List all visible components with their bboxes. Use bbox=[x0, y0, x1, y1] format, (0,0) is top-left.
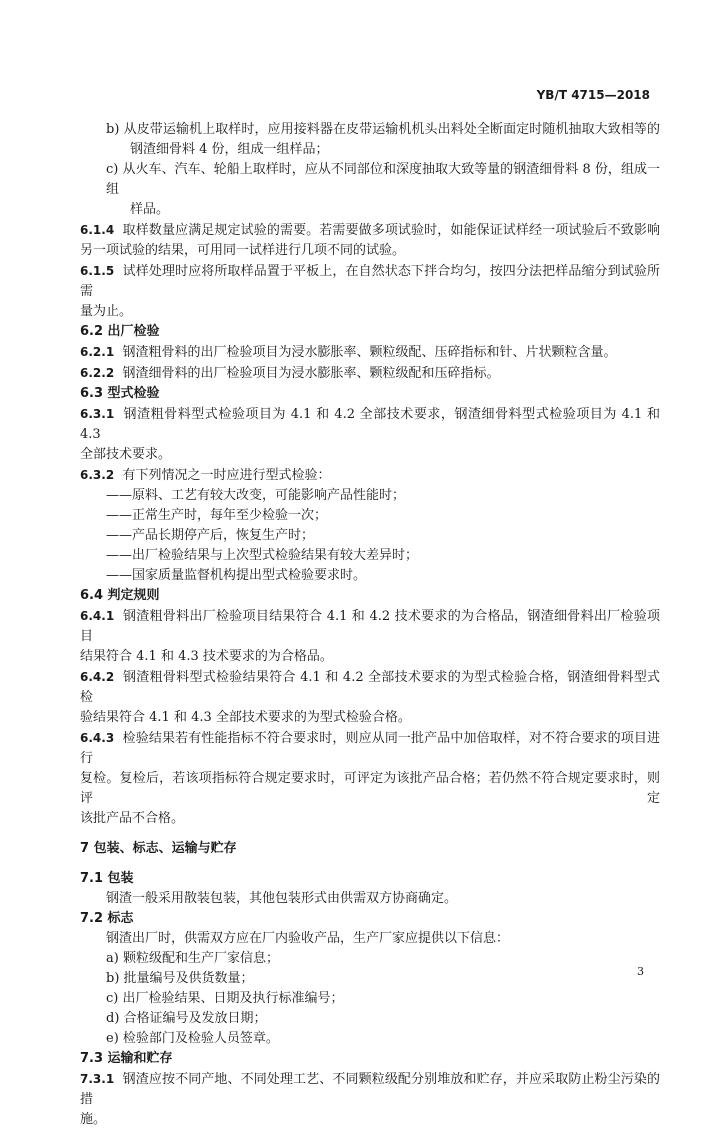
clause-text: 试样处理时应将所取样品置于平板上，在自然状态下拌合均匀，按四分法把样品缩分到试验所需 bbox=[80, 264, 660, 299]
clause-number: 6.1.4 bbox=[80, 223, 115, 237]
page-number: 3 bbox=[637, 965, 644, 978]
list-item: b) 批量编号及供货数量； bbox=[106, 971, 254, 986]
clause-number: 6.2.1 bbox=[80, 345, 115, 359]
document-body bbox=[80, 120, 660, 1130]
clause-text: 钢渣粗骨料的出厂检验项目为浸水膨胀率、颗粒级配、压碎指标和针、片状颗粒含量。 bbox=[122, 345, 617, 360]
clause-number: 6.4.1 bbox=[80, 609, 115, 623]
clause-text: 钢渣应按不同产地、不同处理工艺、不同颗粒级配分别堆放和贮存，并应采取防止粉尘污染的措 bbox=[80, 1072, 660, 1107]
clause-text: 取样数量应满足规定试验的需要。若需要做多项试验时，如能保证试样经一项试验后不致影响 bbox=[122, 223, 660, 238]
clause-6-1-5-cont: 量为止。 bbox=[80, 304, 133, 319]
paragraph-7-1: 钢渣一般采用散装包装，其他包装形式由供需双方协商确定。 bbox=[106, 891, 458, 906]
clause-6-4-3-cont: 复检。复检后，若该项指标符合规定要求时，可评定为该批产品合格；若仍然不符合规定要求时，则评定 bbox=[80, 771, 660, 806]
heading-6-2: 6.2 出厂检验 bbox=[80, 324, 160, 339]
clause-number: 6.4.2 bbox=[80, 670, 115, 684]
dash-item: ——出厂检验结果与上次型式检验结果有较大差异时； bbox=[106, 548, 419, 563]
heading-7: 7 包装、标志、运输与贮存 bbox=[80, 841, 237, 856]
clause-7-3-1 bbox=[80, 1069, 660, 1110]
clause-number: 6.3.2 bbox=[80, 468, 115, 482]
clause-6-3-2 bbox=[80, 465, 660, 486]
clause-7-3-1-cont: 施。 bbox=[80, 1112, 107, 1127]
list-item: a) 颗粒级配和生产厂家信息； bbox=[106, 951, 279, 966]
dash-item: ——原料、工艺有较大改变，可能影响产品性能时； bbox=[106, 488, 406, 503]
clause-text: 钢渣粗骨料型式检验结果符合 4.1 和 4.2 全部技术要求的为型式检验合格，钢渣细骨料型式检 bbox=[80, 670, 660, 705]
list-item: e) 检验部门及检验人员签章。 bbox=[106, 1031, 279, 1046]
dash-item: ——正常生产时，每年至少检验一次； bbox=[106, 508, 328, 523]
clause-6-4-2 bbox=[80, 667, 660, 708]
section-gap bbox=[80, 859, 660, 869]
section-gap bbox=[80, 829, 660, 839]
clause-number: 6.3.1 bbox=[80, 407, 115, 421]
dash-item: ——产品长期停产后，恢复生产时； bbox=[106, 528, 315, 543]
clause-6-4-3-cont: 该批产品不合格。 bbox=[80, 811, 185, 826]
clause-text: 钢渣粗骨料型式检验项目为 4.1 和 4.2 全部技术要求，钢渣细骨料型式检验项目为 4.1 和 4.3 bbox=[80, 407, 660, 442]
clause-text: 钢渣细骨料的出厂检验项目为浸水膨胀率、颗粒级配和压碎指标。 bbox=[122, 366, 500, 381]
clause-6-1-5 bbox=[80, 261, 660, 302]
heading-7-2: 7.2 标志 bbox=[80, 911, 134, 926]
dash-item: ——国家质量监督机构提出型式检验要求时。 bbox=[106, 568, 367, 583]
heading-7-3: 7.3 运输和贮存 bbox=[80, 1051, 173, 1066]
clause-6-1-4-cont: 另一项试验的结果，可用同一试样进行几项不同的试验。 bbox=[80, 243, 406, 258]
list-item-c: c) 从火车、汽车、轮船上取样时，应从不同部位和深度抽取大致等量的钢渣细骨料 8 份，组成一组 bbox=[106, 162, 660, 197]
clause-number: 6.2.2 bbox=[80, 366, 115, 380]
heading-6-4: 6.4 判定规则 bbox=[80, 588, 160, 603]
clause-6-4-2-cont: 验结果符合 4.1 和 4.3 全部技术要求的为型式检验合格。 bbox=[80, 710, 411, 725]
heading-7-1: 7.1 包装 bbox=[80, 871, 134, 886]
clause-6-2-2 bbox=[80, 363, 660, 384]
clause-text: 钢渣粗骨料出厂检验项目结果符合 4.1 和 4.2 技术要求的为合格品，钢渣细骨料出厂检验项目 bbox=[80, 609, 660, 644]
clause-number: 7.3.1 bbox=[80, 1072, 115, 1086]
clause-6-3-1 bbox=[80, 404, 660, 445]
list-item-c-cont: 样品。 bbox=[130, 202, 170, 217]
standard-code: YB/T 4715—2018 bbox=[536, 88, 650, 102]
clause-6-2-1 bbox=[80, 342, 660, 363]
heading-6-3: 6.3 型式检验 bbox=[80, 386, 160, 401]
paragraph-7-2: 钢渣出厂时，供需双方应在厂内验收产品，生产厂家应提供以下信息： bbox=[106, 931, 510, 946]
clause-number: 6.4.3 bbox=[80, 731, 115, 745]
clause-6-3-1-cont: 全部技术要求。 bbox=[80, 447, 172, 462]
list-item-b-cont: 钢渣细骨料 4 份，组成一组样品； bbox=[130, 142, 329, 157]
list-item: c) 出厂检验结果、日期及执行标准编号； bbox=[106, 991, 344, 1006]
clause-number: 6.1.5 bbox=[80, 264, 115, 278]
clause-6-4-1 bbox=[80, 606, 660, 647]
clause-6-4-1-cont: 结果符合 4.1 和 4.3 技术要求的为合格品。 bbox=[80, 649, 333, 664]
list-item-b: b) 从皮带运输机上取样时，应用接料器在皮带运输机机头出料处全断面定时随机抽取大致相等的 bbox=[106, 122, 660, 137]
list-item: d) 合格证编号及发放日期； bbox=[106, 1011, 267, 1026]
clause-6-1-4 bbox=[80, 220, 660, 241]
clause-text: 有下列情况之一时应进行型式检验： bbox=[122, 468, 331, 483]
clause-text: 检验结果若有性能指标不符合要求时，则应从同一批产品中加倍取样，对不符合要求的项目进行 bbox=[80, 731, 660, 766]
clause-6-4-3 bbox=[80, 728, 660, 769]
